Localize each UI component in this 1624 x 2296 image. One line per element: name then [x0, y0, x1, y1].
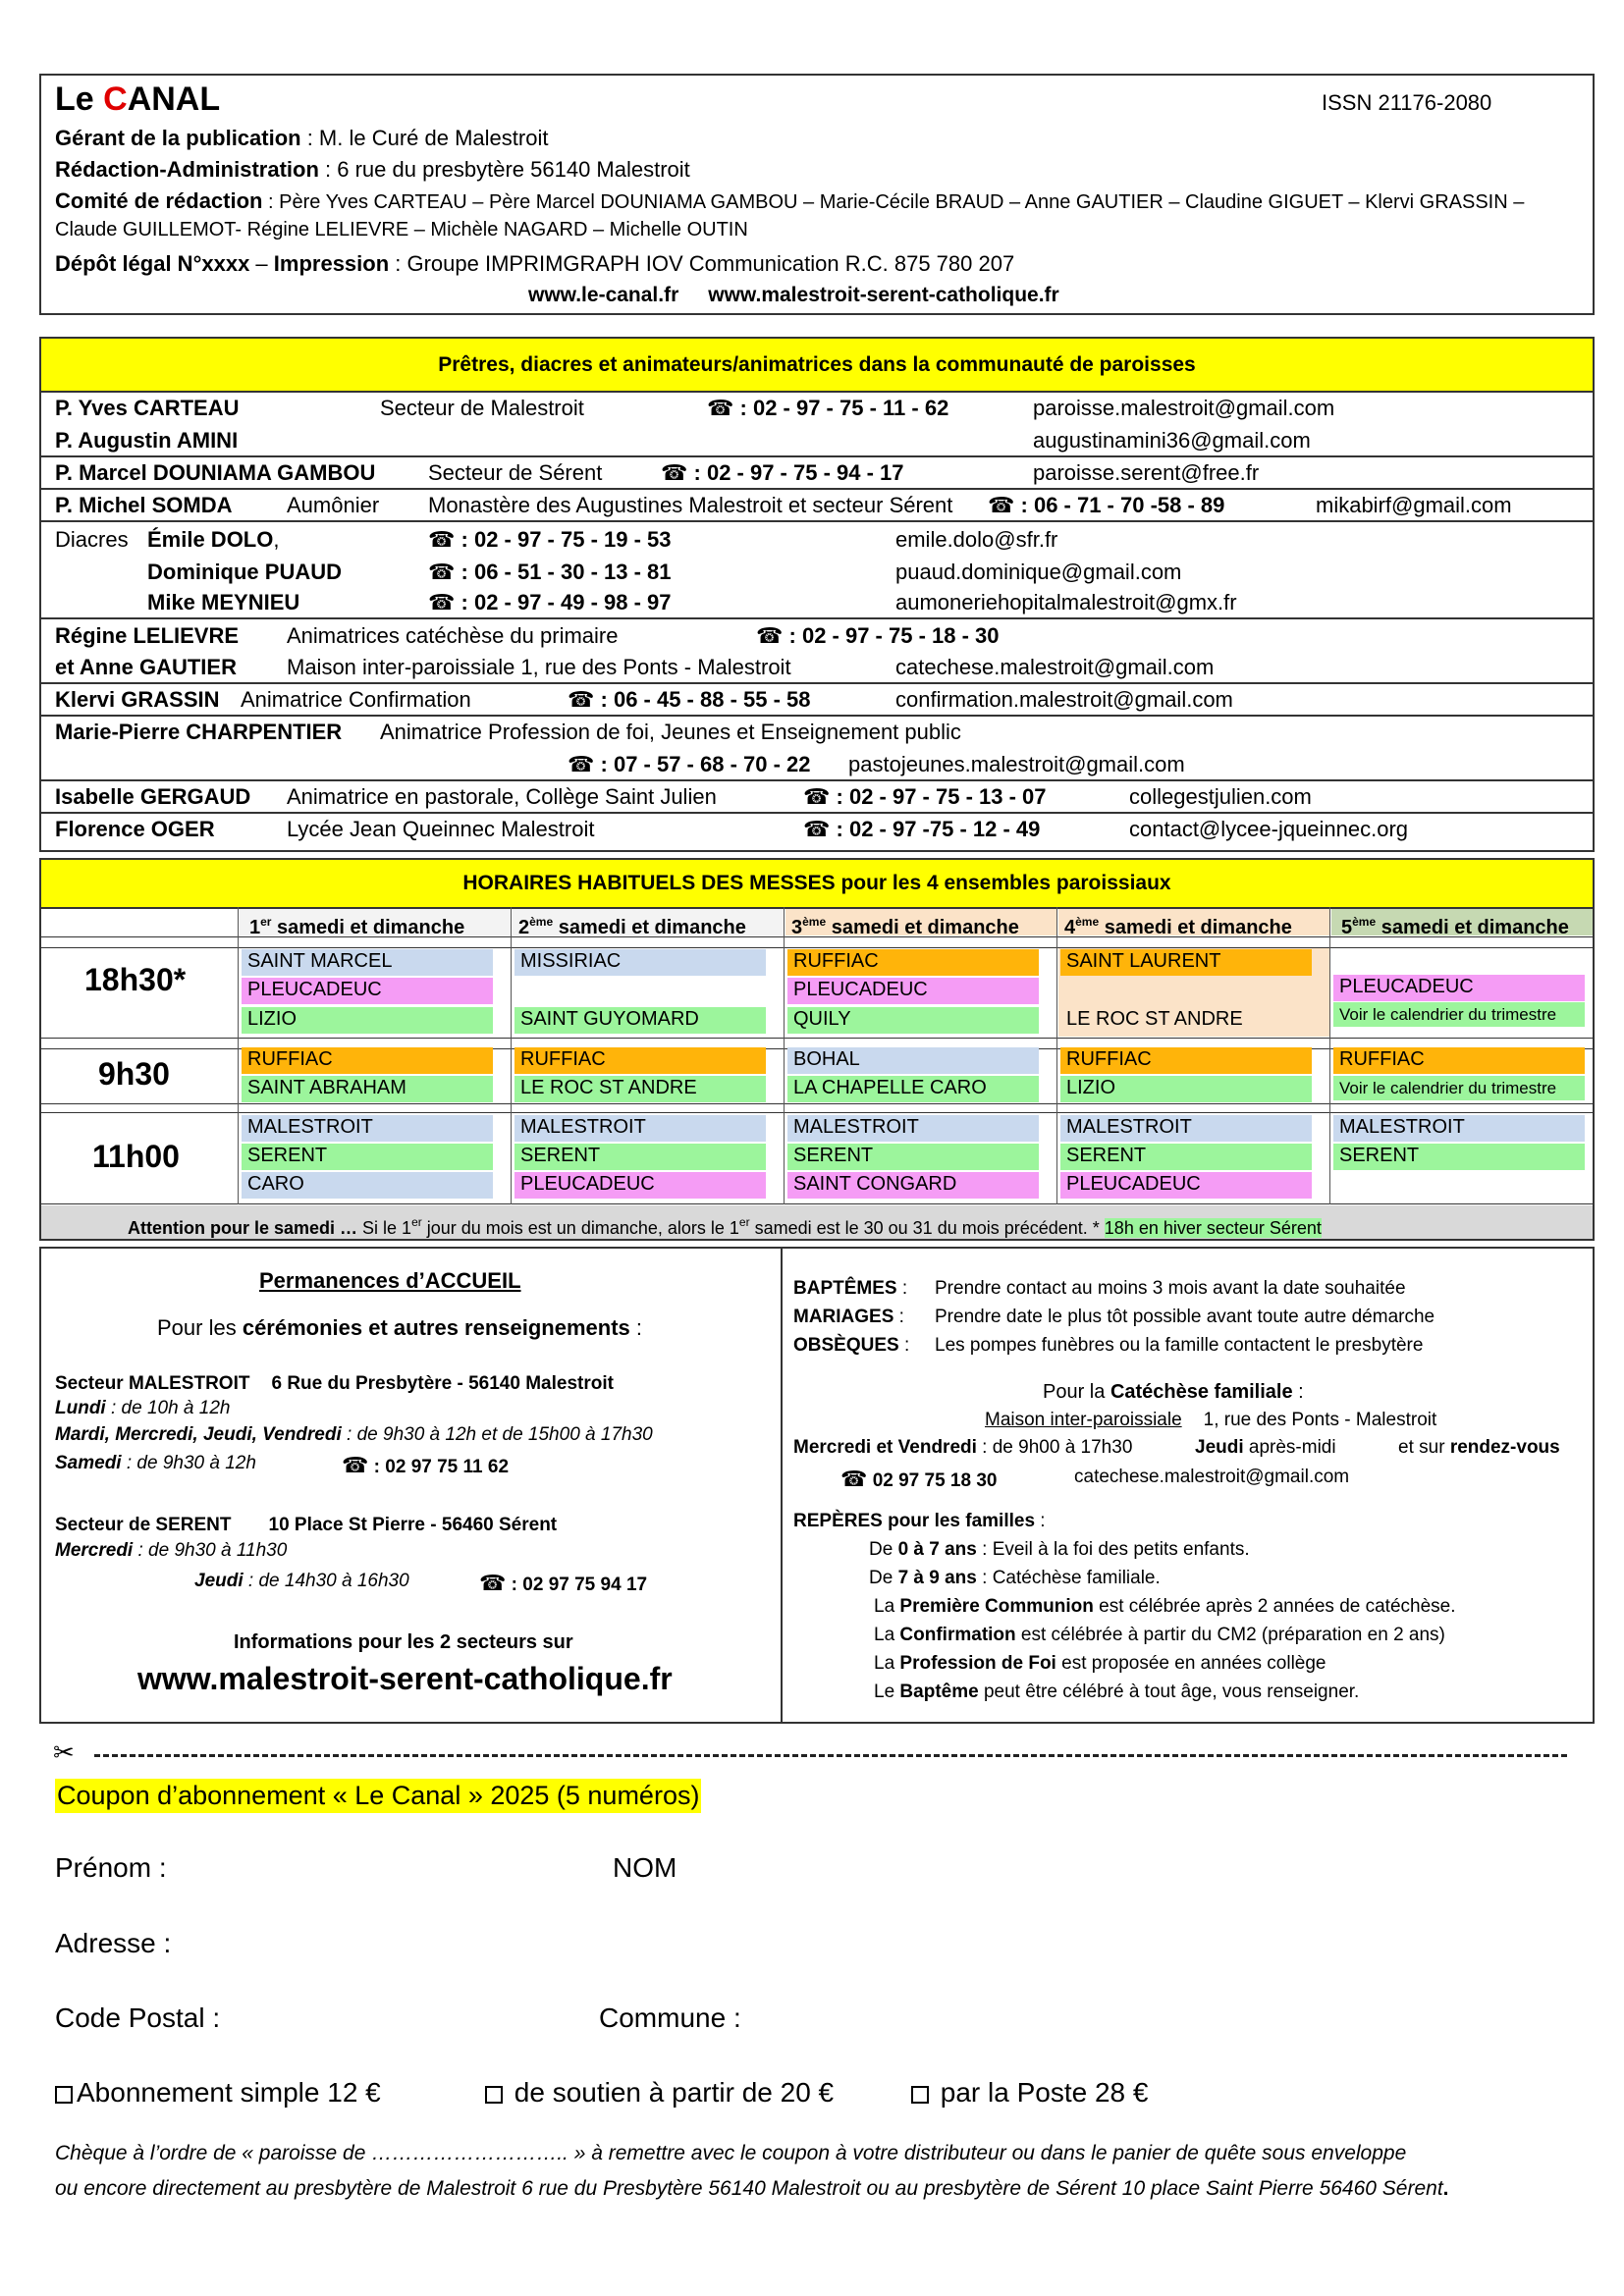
sector-malestroit-title: Secteur MALESTROIT 6 Rue du Presbytère - 56140 Malestroit	[55, 1373, 614, 1394]
phone-icon: ☎	[661, 460, 688, 485]
mass-church: PLEUCADEUC	[514, 1172, 766, 1199]
option-poste[interactable]: par la Poste 28 €	[911, 2077, 1148, 2109]
mass-time: 9h30	[98, 1056, 170, 1092]
journal-title: Le CANAL	[55, 80, 221, 118]
cheque-line: ou encore directement au presbytère de Malestroit 6 rue du Presbytère 56140 Malestroit ou au presbytère de Sérent 10 place Saint Pierre 56460 Sérent.	[55, 2177, 1449, 2200]
mass-church: LA CHAPELLE CARO	[787, 1076, 1039, 1102]
contact-email[interactable]: contact@lycee-jqueinnec.org	[1129, 817, 1409, 841]
issn: ISSN 21176-2080	[1322, 90, 1492, 115]
field-prenom[interactable]: Prénom :	[55, 1852, 167, 1883]
contact-email[interactable]: paroisse.serent@free.fr	[1033, 460, 1260, 485]
contact-place: Monastère des Augustines Malestroit et secteur Sérent	[428, 493, 953, 517]
contact-phone: ☎ : 07 - 57 - 68 - 70 - 22	[568, 752, 811, 776]
website-link[interactable]: www.malestroit-serent-catholique.fr	[137, 1661, 673, 1696]
contact-name: et Anne GAUTIER	[55, 655, 237, 679]
contact-name: Isabelle GERGAUD	[55, 784, 251, 809]
mass-church: SAINT CONGARD	[787, 1172, 1039, 1199]
contact-name: P. Marcel DOUNIAMA GAMBOU	[55, 460, 376, 485]
accueil-title: Permanences d’ACCUEIL	[259, 1268, 521, 1293]
contact-name: P. Michel SOMDA	[55, 493, 233, 517]
contact-name: Régine LELIEVRE	[55, 623, 240, 648]
repere-line: De 7 à 9 ans : Catéchèse familiale.	[869, 1568, 1161, 1588]
comite-line: Comité de rédaction : Père Yves CARTEAU – Père Marcel DOUNIAMA GAMBOU – Marie-Cécile BRAUD – Anne GAUTIER – Claudine GIGUET – Klervi GRASSIN –	[55, 188, 1525, 213]
contact-phone: ☎ : 06 - 71 - 70 -58 - 89	[988, 493, 1225, 517]
websites-line	[528, 284, 1059, 307]
phone-icon: ☎	[756, 623, 784, 648]
mariages-text: Prendre date le plus tôt possible avant toute autre démarche	[935, 1307, 1435, 1327]
phone-icon: ☎	[707, 396, 734, 420]
mass-church: SERENT	[242, 1144, 493, 1170]
checkbox-icon[interactable]	[485, 2086, 503, 2104]
redaction-line: Rédaction-Administration : 6 rue du presbytère 56140 Malestroit	[55, 157, 690, 182]
gerant-line: Gérant de la publication : M. le Curé de Malestroit	[55, 126, 549, 150]
contact-role: Secteur de Sérent	[428, 460, 603, 485]
contact-role: Animatrice Confirmation	[241, 687, 471, 712]
repere-line: De 0 à 7 ans : Eveil à la foi des petits enfants.	[869, 1539, 1250, 1560]
masses-header: HORAIRES HABITUELS DES MESSES pour les 4 ensembles paroissiaux	[41, 860, 1593, 907]
option-simple[interactable]: Abonnement simple 12 €	[55, 2077, 381, 2109]
mass-church: LE ROC ST ANDRE	[514, 1076, 766, 1102]
mass-church: Voir le calendrier du trimestre	[1333, 1002, 1585, 1027]
maison-line: Maison inter-paroissiale 1, rue des Ponts - Malestroit	[985, 1410, 1437, 1430]
catechese-hours: Mercredi et Vendredi : de 9h00 à 17h30	[793, 1437, 1133, 1458]
contact-role: Animatrice Profession de foi, Jeunes et Enseignement public	[380, 720, 961, 744]
catechese-rdv: et sur rendez-vous	[1398, 1437, 1560, 1458]
field-code-postal[interactable]: Code Postal :	[55, 2002, 221, 2033]
contact-name: Florence OGER	[55, 817, 215, 841]
contact-email[interactable]: pastojeunes.malestroit@gmail.com	[848, 752, 1185, 776]
contact-phone: ☎ : 02 - 97 - 75 - 13 - 07	[803, 784, 1047, 809]
contact-phone: ☎ : 02 - 97 - 75 - 94 - 17	[661, 460, 904, 485]
phone-icon: ☎	[479, 1571, 507, 1595]
hours-line: Mardi, Mercredi, Jeudi, Vendredi : de 9h30 à 12h et de 15h00 à 17h30	[55, 1424, 653, 1445]
contact-role: Secteur de Malestroit	[380, 396, 584, 420]
mass-church: PLEUCADEUC	[787, 978, 1039, 1004]
mass-church: MALESTROIT	[242, 1115, 493, 1142]
mass-church: SERENT	[787, 1144, 1039, 1170]
repere-line: La Profession de Foi est proposée en années collège	[874, 1653, 1326, 1674]
contact-email[interactable]: confirmation.malestroit@gmail.com	[895, 687, 1233, 712]
field-nom[interactable]: NOM	[613, 1852, 677, 1883]
contact-name: Dominique PUAUD	[147, 560, 342, 584]
contact-email[interactable]: paroisse.malestroit@gmail.com	[1033, 396, 1335, 420]
contact-role: Lycée Jean Queinnec Malestroit	[287, 817, 595, 841]
contact-email[interactable]: mikabirf@gmail.com	[1316, 493, 1512, 517]
mass-church: SERENT	[1060, 1144, 1312, 1170]
phone-icon: ☎	[568, 687, 595, 712]
repere-line: Le Baptême peut être célébré à tout âge, vous renseigner.	[874, 1682, 1360, 1702]
mass-church: SAINT MARCEL	[242, 949, 493, 976]
phone-icon: ☎	[803, 817, 831, 841]
phone-icon: ☎	[803, 784, 831, 809]
repere-line: La Confirmation est célébrée à partir du CM2 (préparation en 2 ans)	[874, 1625, 1445, 1645]
website-link-canal[interactable]: www.le-canal.fr	[528, 284, 679, 306]
mass-church: SAINT ABRAHAM	[242, 1076, 493, 1102]
contact-email[interactable]: augustinamini36@gmail.com	[1033, 428, 1311, 453]
col-header: 5ème samedi et dimanche	[1331, 908, 1593, 935]
masses-note: Attention pour le samedi … Si le 1er jour du mois est un dimanche, alors le 1er samedi est le 30 ou 31 du mois précédent. * 18h en hiver secteur Sérent	[41, 1205, 1593, 1239]
mass-church: SAINT LAURENT	[1060, 949, 1312, 976]
phone-icon: ☎	[428, 590, 456, 614]
col-header: 4ème samedi et dimanche	[1058, 908, 1329, 935]
hours-line: Lundi : de 10h à 12h	[55, 1398, 231, 1418]
cheque-line: Chèque à l’ordre de « paroisse de ……………………….. » à remettre avec le coupon à votre distributeur ou dans le panier de quête sous enveloppe	[55, 2142, 1407, 2164]
mass-church: PLEUCADEUC	[1333, 975, 1585, 1001]
website-link-paroisse[interactable]: www.malestroit-serent-catholique.fr	[708, 284, 1059, 306]
catechese-phone: ☎ 02 97 75 18 30	[840, 1467, 998, 1491]
phone-icon: ☎	[428, 560, 456, 584]
catechese-email[interactable]: catechese.malestroit@gmail.com	[1074, 1467, 1350, 1487]
repere-line: La Première Communion est célébrée après 2 années de catéchèse.	[874, 1596, 1456, 1617]
field-adresse[interactable]: Adresse :	[55, 1928, 172, 1958]
coupon-title: Coupon d’abonnement « Le Canal » 2025 (5 numéros)	[55, 1779, 701, 1813]
contact-role: Aumônier	[287, 493, 380, 517]
mass-church: PLEUCADEUC	[242, 978, 493, 1004]
checkbox-icon[interactable]	[911, 2086, 929, 2104]
mass-church: SAINT GUYOMARD	[514, 1007, 766, 1034]
mass-church: LIZIO	[1060, 1076, 1312, 1102]
contact-name: Émile DOLO,	[147, 527, 280, 552]
mass-church: MALESTROIT	[514, 1115, 766, 1142]
contact-email[interactable]: catechese.malestroit@gmail.com	[895, 655, 1215, 679]
mass-church: RUFFIAC	[1333, 1047, 1585, 1074]
sector-serent-title: Secteur de SERENT 10 Place St Pierre - 56460 Sérent	[55, 1515, 558, 1535]
col-header: 1er samedi et dimanche	[240, 908, 511, 935]
contact-name: Marie-Pierre CHARPENTIER	[55, 720, 343, 744]
phone-malestroit: ☎ : 02 97 75 11 62	[342, 1453, 510, 1477]
contact-name: Mike MEYNIEU	[147, 590, 300, 614]
phone-icon: ☎	[428, 527, 456, 552]
contact-phone: ☎ : 02 - 97 - 49 - 98 - 97	[428, 590, 672, 614]
contact-email[interactable]: collegestjulien.com	[1129, 784, 1312, 809]
contact-email[interactable]: puaud.dominique@gmail.com	[895, 560, 1182, 584]
contact-email[interactable]: aumoneriehopitalmalestroit@gmx.fr	[895, 590, 1237, 614]
scissors-icon: ✂	[53, 1737, 75, 1767]
phone-icon: ☎	[988, 493, 1015, 517]
mass-church: LE ROC ST ANDRE	[1060, 1007, 1312, 1034]
contact-role: Animatrice en pastorale, Collège Saint Julien	[287, 784, 717, 809]
mass-time: 18h30*	[84, 962, 187, 997]
contact-email[interactable]: emile.dolo@sfr.fr	[895, 527, 1058, 552]
contact-name: P. Augustin AMINI	[55, 428, 239, 453]
hours-line: Mercredi : de 9h30 à 11h30	[55, 1540, 288, 1561]
info-text: Informations pour les 2 secteurs sur	[234, 1631, 573, 1653]
mass-church: RUFFIAC	[514, 1047, 766, 1074]
diacres-label: Diacres	[55, 527, 129, 552]
mass-church: BOHAL	[787, 1047, 1039, 1074]
contact-phone: ☎ : 02 - 97 -75 - 12 - 49	[803, 817, 1041, 841]
catechese-title: Pour la Catéchèse familiale :	[1043, 1381, 1304, 1403]
cut-line	[94, 1754, 1567, 1757]
mass-church: RUFFIAC	[1060, 1047, 1312, 1074]
contact-phone: ☎ : 02 - 97 - 75 - 11 - 62	[707, 396, 949, 420]
comite-line-2: Claude GUILLEMOT- Régine LELIEVRE – Michèle NAGARD – Michelle OUTIN	[55, 219, 748, 240]
phone-serent: ☎ : 02 97 75 94 17	[479, 1571, 648, 1595]
contact-place: Maison inter-paroissiale 1, rue des Ponts - Malestroit	[287, 655, 791, 679]
mass-church: CARO	[242, 1172, 493, 1199]
mass-church: MALESTROIT	[1333, 1115, 1585, 1142]
contacts-header: Prêtres, diacres et animateurs/animatrices dans la communauté de paroisses	[41, 339, 1593, 391]
mass-church: PLEUCADEUC	[1060, 1172, 1312, 1199]
contact-name: Klervi GRASSIN	[55, 687, 220, 712]
mass-church: MISSIRIAC	[514, 949, 766, 976]
mass-church: Voir le calendrier du trimestre	[1333, 1076, 1585, 1100]
col-header: 3ème samedi et dimanche	[785, 908, 1056, 935]
mass-church: RUFFIAC	[787, 949, 1039, 976]
mariages-line: MARIAGES :	[793, 1307, 904, 1327]
depot-line: Dépôt légal N°xxxx – Impression : Groupe IMPRIMGRAPH IOV Communication R.C. 875 780 207	[55, 251, 1015, 276]
mass-time: 11h00	[92, 1139, 180, 1174]
phone-icon: ☎	[568, 752, 595, 776]
reperes-title: REPÈRES pour les familles :	[793, 1511, 1046, 1531]
checkbox-icon[interactable]	[55, 2086, 73, 2104]
hours-line: Jeudi : de 14h30 à 16h30	[194, 1571, 409, 1591]
mass-church: MALESTROIT	[1060, 1115, 1312, 1142]
phone-icon: ☎	[342, 1453, 369, 1477]
mass-church: SERENT	[1333, 1144, 1585, 1170]
obseques-line: OBSÈQUES :	[793, 1335, 910, 1356]
contact-phone: ☎ : 02 - 97 - 75 - 18 - 30	[756, 623, 1000, 648]
phone-icon: ☎	[840, 1467, 868, 1491]
contact-phone: ☎ : 02 - 97 - 75 - 19 - 53	[428, 527, 672, 552]
field-commune[interactable]: Commune :	[599, 2002, 741, 2033]
hours-line: Samedi : de 9h30 à 12h	[55, 1453, 256, 1473]
contact-phone: ☎ : 06 - 51 - 30 - 13 - 81	[428, 560, 672, 584]
contact-role: Animatrices catéchèse du primaire	[287, 623, 619, 648]
accueil-intro: Pour les cérémonies et autres renseignements :	[157, 1315, 643, 1340]
contact-name: P. Yves CARTEAU	[55, 396, 240, 420]
contact-phone: ☎ : 06 - 45 - 88 - 55 - 58	[568, 687, 811, 712]
baptemes-text: Prendre contact au moins 3 mois avant la date souhaitée	[935, 1278, 1406, 1299]
obseques-text: Les pompes funèbres ou la famille contactent le presbytère	[935, 1335, 1424, 1356]
mass-church: LIZIO	[242, 1007, 493, 1034]
mass-church: SERENT	[514, 1144, 766, 1170]
mass-church: RUFFIAC	[242, 1047, 493, 1074]
col-header: 2ème samedi et dimanche	[513, 908, 784, 935]
mass-church: MALESTROIT	[787, 1115, 1039, 1142]
baptemes-line: BAPTÊMES :	[793, 1278, 908, 1299]
catechese-jeudi: Jeudi après-midi	[1195, 1437, 1336, 1458]
option-soutien[interactable]: de soutien à partir de 20 €	[485, 2077, 834, 2109]
mass-church: QUILY	[787, 1007, 1039, 1034]
